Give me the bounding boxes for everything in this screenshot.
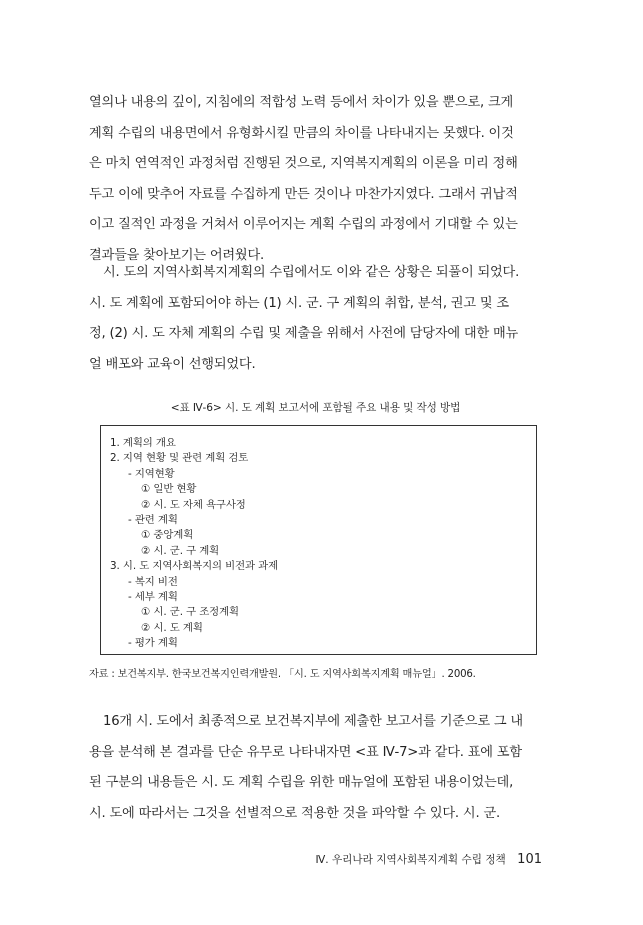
text-line: 용을 분석해 본 결과를 단순 유무로 나타내자면 <표 Ⅳ-7>과 같다. 표에 포함 (89, 744, 522, 760)
list-item: 3. 시. 도 지역사회복지의 비전과 과제 (110, 560, 279, 573)
list-item: ② 시. 도 계획 (141, 621, 203, 634)
text-line: 된 구분의 내용들은 시. 도 계획 수립을 위한 매뉴얼에 포함된 내용이었는데, (89, 775, 514, 790)
chapter-title: Ⅳ. 우리나라 지역사회복지계획 수립 정책 (315, 854, 506, 866)
list-item: ① 중앙계획 (141, 529, 194, 542)
text-line: 두고 이에 맞추어 자료를 수집하게 만든 것이나 마찬가지였다. 그래서 귀납적 (89, 186, 518, 202)
list-item: ② 시. 군. 구 계획 (141, 544, 220, 557)
body-paragraph-1 (89, 88, 542, 271)
page-footer (300, 852, 542, 867)
body-paragraph-2 (89, 258, 542, 380)
text-line: 결과들을 찾아보기는 어려웠다. (89, 247, 264, 263)
text-line: 시. 도에 따라서는 그것을 선별적으로 적용한 것을 파악할 수 있다. 시. 군. (89, 805, 500, 821)
table-content-list (110, 436, 278, 651)
source-note: 자료 : 보건복지부. 한국보건복지인력개발원. 「시. 도 지역사회복지계획 매뉴얼」. 2006. (89, 669, 476, 680)
text-line: 열의나 내용의 깊이, 지침에의 적합성 노력 등에서 차이가 있을 뿐으로, 크게 (89, 95, 514, 110)
text-line: 16개 시. 도에서 최종적으로 보건복지부에 제출한 보고서를 기준으로 그 내 (103, 714, 523, 729)
list-item: ② 시. 도 자체 욕구사정 (141, 498, 246, 511)
list-item: - 관련 계획 (128, 513, 178, 526)
list-item: - 복지 비전 (128, 575, 178, 588)
text-line: 정, (2) 시. 도 자체 계획의 수립 및 제출을 위해서 사전에 담당자에 대한 매뉴 (89, 326, 519, 341)
list-item: - 세부 계획 (128, 590, 178, 603)
table-box (100, 425, 537, 655)
text-line: 시. 도의 지역사회복지계획의 수립에서도 이와 같은 상황은 되풀이 되었다. (103, 265, 520, 280)
list-item: - 지역현황 (128, 467, 175, 480)
text-line: 은 마치 연역적인 과정처럼 진행된 것으로, 지역복지계획의 이론을 미리 정해 (89, 156, 518, 171)
list-item: ① 시. 군. 구 조정계획 (141, 606, 239, 619)
body-paragraph-3 (89, 707, 542, 829)
list-item: - 평가 계획 (128, 637, 178, 650)
text-line: 이고 질적인 과정을 거쳐서 이루어지는 계획 수립의 과정에서 기대할 수 있는 (89, 217, 518, 232)
page-number: 101 (517, 852, 542, 867)
text-line: 시. 도 계획에 포함되어야 하는 (1) 시. 군. 구 계획의 취합, 분석, 권고 및 조 (89, 295, 509, 311)
text-line: 얼 배포와 교육이 선행되었다. (89, 356, 256, 372)
text-line: 계획 수립의 내용면에서 유형화시킬 만큼의 차이를 나타내지는 못했다. 이것 (89, 125, 514, 141)
list-item: 2. 지역 현황 및 관련 계획 검토 (110, 452, 249, 465)
table-caption: <표 Ⅳ-6> 시. 도 계획 보고서에 포함될 주요 내용 및 작성 방법 (170, 402, 461, 414)
list-item: 1. 계획의 개요 (110, 437, 176, 449)
list-item: ① 일반 현황 (141, 483, 197, 496)
